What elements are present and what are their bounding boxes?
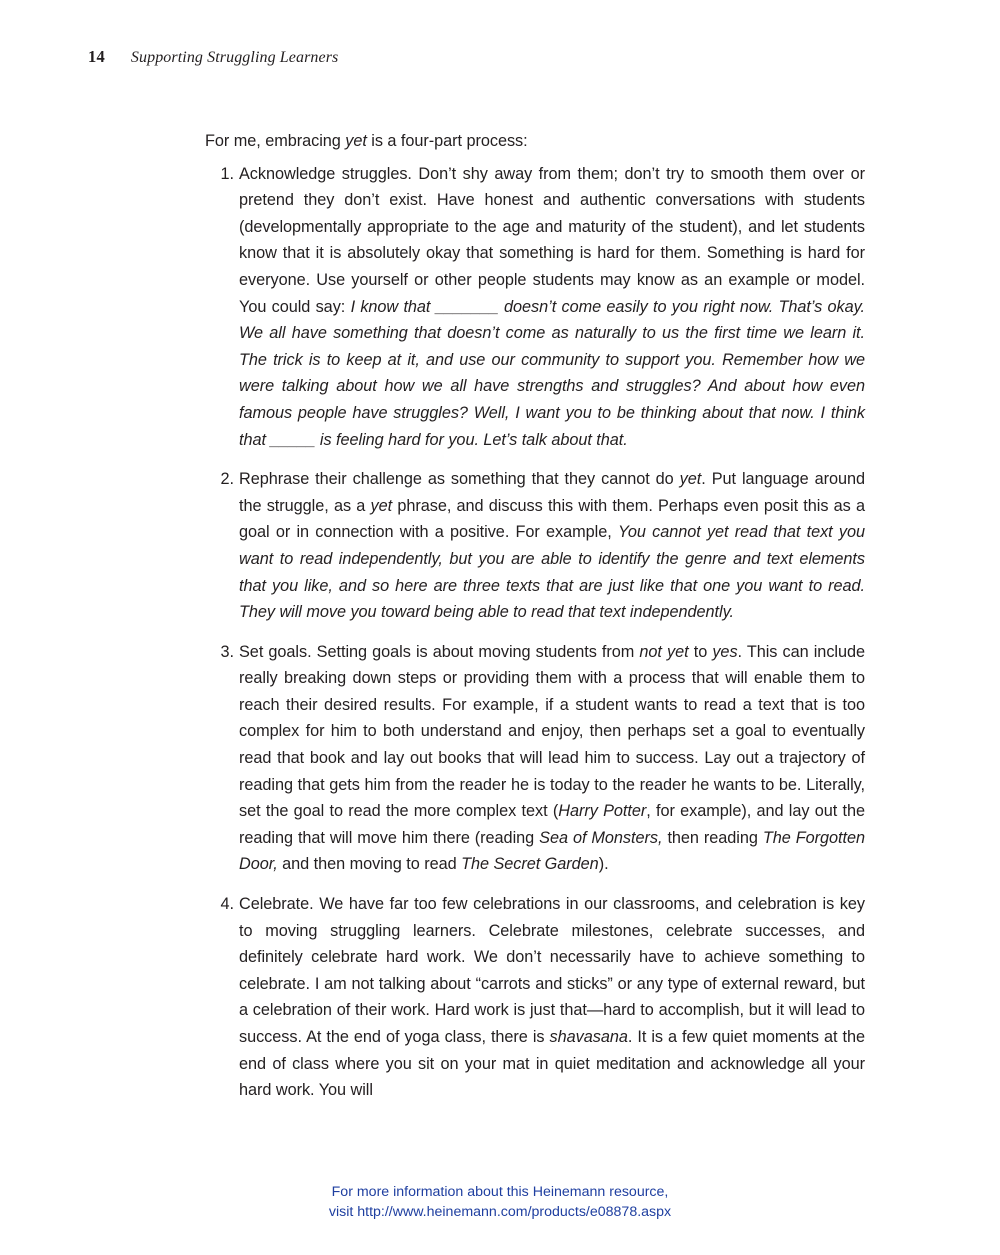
lead-paragraph	[205, 128, 865, 155]
item-2-text-2: . Put language around the struggle, as a	[239, 470, 865, 515]
item-2-italic-3: You cannot yet read that text you want to read independently, but you are able to identify the genre and text elements that you like, and so here are three texts that are just like that one you want to read. They will move you toward being able to read that text independently.	[239, 523, 865, 622]
running-title: Supporting Struggling Learners	[130, 49, 339, 66]
item-3-italic-1: not yet	[639, 642, 689, 661]
page-number: 14	[88, 47, 105, 66]
item-2-italic-1: yet	[679, 470, 702, 489]
item-4-text-1: Celebrate. We have far too few celebrations in our classrooms, and celebration is key to moving struggling learners. Celebrate milestones, celebrate successes, and definitely celebrate hard work. We don’t necessarily have to achieve something to celebrate. I am not talking about “carrots and sticks” or any type of external reward, but a celebration of their work. Hard work is just that—hard to accomplish, but it will lead to success. At the end of yoga class, there is	[239, 895, 865, 1046]
list-item	[205, 466, 865, 626]
item-2-text-1: Rephrase their challenge as something that they cannot do	[239, 470, 680, 489]
lead-text-after: is a four-part process:	[366, 132, 528, 150]
item-3-italic-3: Harry Potter	[558, 802, 647, 821]
item-3-italic-6: The Secret Garden	[461, 855, 599, 874]
footer-promo	[0, 1182, 1000, 1222]
item-2-italic-2: yet	[370, 496, 393, 515]
list-item	[205, 639, 865, 878]
item-3-text-6: and then moving to read	[277, 855, 462, 874]
item-3-italic-5: The Forgotten Door,	[239, 828, 866, 874]
footer-link[interactable]: visit http://www.heinemann.com/products/e08878.aspx	[328, 1204, 672, 1220]
item-2-text-3: phrase, and discuss this with them. Perhaps even posit this as a goal or in connection with a positive. For example,	[239, 496, 865, 542]
steps-list	[205, 161, 865, 1104]
list-item	[205, 891, 865, 1104]
item-3-italic-2: yes	[712, 642, 738, 661]
item-3-text-3: . This can include really breaking down steps or providing them with a process that will enable them to reach their desired results. For example, if a student wants to read a text that is too complex for him to both understand and enjoy, then perhaps set a goal to eventually read that book and lay out books that will lead him to success. Lay out a trajectory of reading that gets him from the reader he is today to the reader he wants to be. Literally, set the goal to read the more complex text (	[239, 642, 865, 821]
item-3-text-5: then reading	[662, 828, 763, 847]
item-1-text-1: Acknowledge struggles. Don’t shy away from them; don’t try to smooth them over or pretend they don’t exist. Have honest and authentic conversations with students (developmentally appropriate to the age and maturity of the student), and let students know that it is absolutely okay that something is hard for them. Something is hard for everyone. Use yourself or other people students may know as an example or model. You could say:	[239, 164, 865, 316]
item-3-italic-4: Sea of Monsters,	[539, 828, 663, 847]
item-1-italic: I know that _______ doesn’t come easily to you right now. That’s okay. We all have something that doesn’t come as naturally to us the first time we learn it. The trick is to keep at it, and use our community to support you. Remember how we were talking about how we all have strengths and struggles? And about how even famous people have struggles? Well, I want you to be thinking about that now. I think that _____ is feeling hard for you. Let’s talk about that.	[239, 297, 865, 449]
lead-text-before: For me, embracing	[205, 132, 346, 150]
item-4-italic-1: shavasana	[549, 1028, 628, 1046]
lead-italic-word: yet	[345, 132, 367, 150]
item-3-text-4: , for example), and lay out the reading that will move him there (reading	[239, 802, 865, 847]
item-3-text-2: to	[688, 642, 713, 661]
item-3-text-1: Set goals. Setting goals is about moving students from	[239, 642, 640, 661]
running-head	[88, 47, 338, 67]
body-text	[205, 128, 865, 1104]
item-3-text-7: ).	[598, 855, 609, 874]
list-item	[205, 161, 865, 454]
item-4-text-2: . It is a few quiet moments at the end of class where you sit on your mat in quiet meditation and acknowledge all your hard work. You will	[239, 1028, 865, 1100]
footer-line-1: For more information about this Heinemann resource,	[331, 1184, 669, 1200]
